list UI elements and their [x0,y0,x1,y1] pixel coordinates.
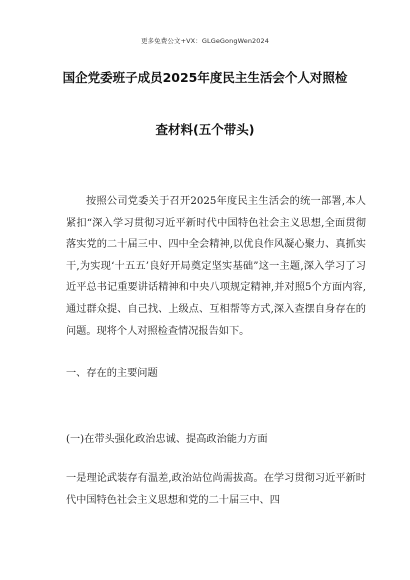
body-paragraph: 一是理论武装存有温差,政治站位尚需拔高。在学习贯彻习近平新时代中国特色社会主义思想和党的二十届三中、四 [66,473,366,506]
sub-heading: (一)在带头强化政治忠诚、提高政治能力方面 [66,434,268,445]
document-title-line2: 查材料(五个带头) [155,122,255,137]
section-heading: 一、存在的主要问题 [66,368,158,379]
intro-paragraph: 按照公司党委关于召开2025年度民主生活会的统一部署,本人紧扣“深入学习贯彻习近平新时代中国特色社会主义思想,全面贯彻落实党的二十届三中、四中全会精神,以优良作风凝心聚力、真抓实干,为实现‘十五五’良好开局奠定坚实基础”这一主题,深入学习了习近平总书记重要讲话精神和中央八项规定精神,并对照5个方面内容,通过群众提、自己找、上级点、互相帮等方式,深入查摆自身存在的问题。现将个人对照检查情况报告如下。 [66,196,366,337]
document-title-line1: 国企党委班子成员2025年度民主生活会个人对照检 [62,70,348,85]
header-note: 更多免费公文+VX：GLGeGongWen2024 [140,37,269,45]
